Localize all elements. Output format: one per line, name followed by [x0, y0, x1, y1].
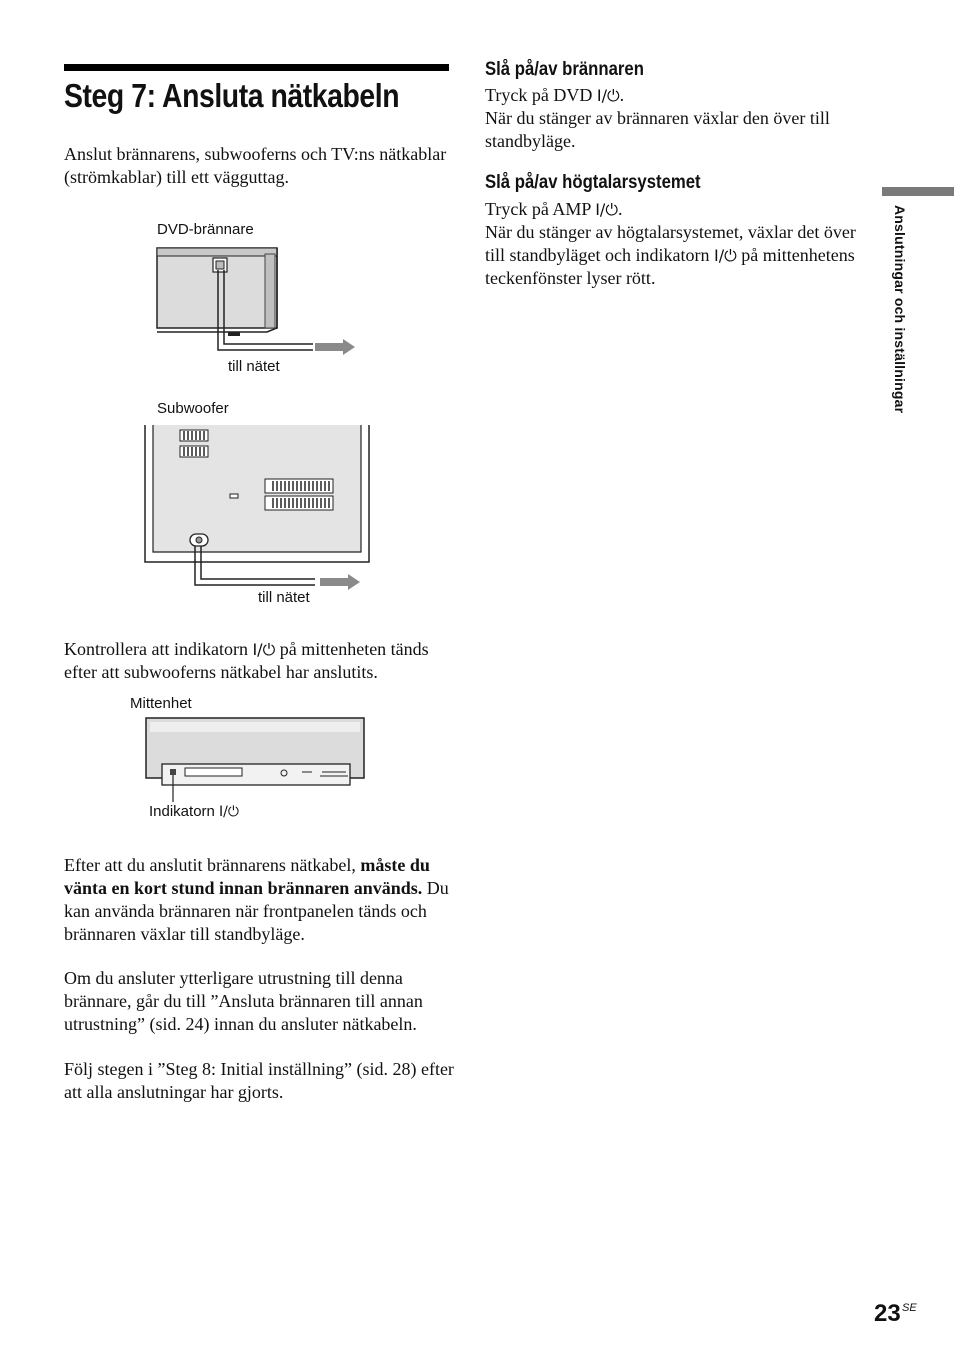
section-burner-heading: Slå på/av brännaren [485, 59, 644, 80]
section-speakers-body [485, 198, 865, 290]
section-burner-body [485, 84, 865, 153]
para1-bold: måste du vänta en kort stund innan brännaren används. [64, 855, 430, 898]
extra-equipment-paragraph: Om du ansluter ytterligare utrustning till denna brännare, går du till ”Ansluta brännaren till annan utrustning” (sid. 24) innan du ansluter nätkabeln. [64, 968, 423, 1034]
power-icon: I/⏻ [219, 804, 239, 820]
speakers-description [485, 221, 865, 290]
speakers-desc-before: När du stänger av högtalarsystemet, växlar det över till standbyläget och indikatorn [485, 222, 856, 265]
center-unit-diagram [140, 712, 370, 804]
indicator-label: Indikatorn [149, 803, 220, 820]
check-text-before: Kontrollera att indikatorn [64, 639, 253, 659]
power-icon: I/⏻ [596, 86, 620, 105]
page-number: 23 [874, 1300, 901, 1327]
check-text-after: på mittenheten tänds efter att subwooferns nätkabel har anslutits. [64, 639, 429, 682]
page-title: Steg 7: Ansluta nätkabeln [64, 77, 400, 114]
power-icon: I/⏻ [595, 200, 618, 219]
subwoofer-label: Subwoofer [157, 400, 229, 417]
burner-press: Tryck på DVD [485, 85, 597, 105]
page-number-suffix: SE [902, 1302, 917, 1314]
power-icon: I/⏻ [252, 640, 276, 659]
center-unit-label: Mittenhet [130, 695, 192, 712]
section-tab-label: Anslutningar och inställningar [892, 205, 908, 414]
speakers-desc-after: på mittenhetens teckenfönster lyser rött. [485, 245, 855, 288]
indicator-callout [149, 803, 239, 821]
subwoofer-diagram [140, 420, 375, 595]
speakers-press: Tryck på AMP [485, 199, 596, 219]
subwoofer-cable-label: till nätet [258, 589, 310, 606]
dvd-cable-label: till nätet [228, 358, 280, 375]
speakers-period: . [617, 199, 623, 219]
speakers-instruction [485, 198, 865, 221]
dvd-burner-diagram [150, 240, 370, 360]
intro-paragraph: Anslut brännarens, subwooferns och TV:ns nätkablar (strömkablar) till ett vägguttag. [64, 144, 447, 187]
burner-description: När du stänger av brännaren växlar den över till standbyläge. [485, 108, 830, 151]
power-icon: I/⏻ [713, 246, 737, 265]
burner-instruction [485, 84, 865, 107]
para1-rest: Du kan använda brännaren när frontpanelen tänds och brännaren växlar till standbyläge. [64, 878, 449, 944]
section-tab-bar [882, 187, 954, 196]
check-indicator-paragraph [64, 638, 464, 684]
next-step-paragraph: Följ stegen i ”Steg 8: Initial inställning” (sid. 28) efter att alla anslutningar har gjorts. [64, 1059, 454, 1102]
burner-period: . [619, 85, 625, 105]
para1-plain: Efter att du anslutit brännarens nätkabel, [64, 855, 361, 875]
dvd-burner-label: DVD-brännare [157, 221, 254, 238]
heading-rule [64, 64, 449, 71]
wait-paragraph [64, 854, 456, 946]
section-speakers-heading: Slå på/av högtalarsystemet [485, 172, 701, 193]
